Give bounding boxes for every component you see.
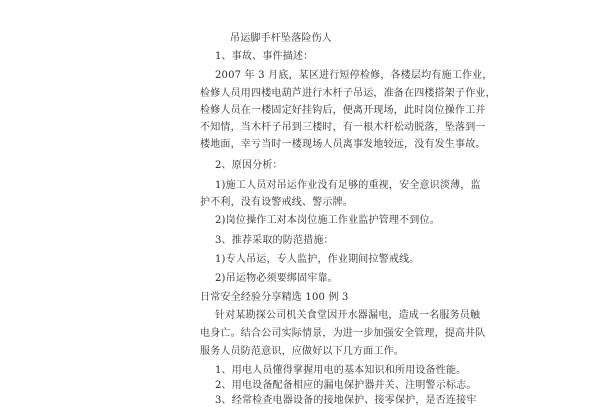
paragraph-line: 不知情，当木杆子吊到三楼时，有一根木杆松动脱落，坠落到一 [200,122,486,133]
section-heading-measures: 3、推荐采取的防范措施： [215,235,334,246]
document-title: 吊运脚手杆坠落险伤人 [230,33,332,44]
list-item-continuation: 护不利，没有设警戒线、警示牌。 [200,197,353,208]
paragraph-line: 电身亡。结合公司实际情景，为进一步加强安全管理，提高井队 [200,328,486,339]
list-item: 2)吊运物必须要绑固牢靠。 [215,273,338,284]
paragraph-line: 针对某勘探公司机关食堂因开水器漏电，造成一名服务员触 [215,310,481,321]
paragraph-line: 2007 年 3 月底，某区进行短停检修，各楼层均有施工作业， [215,70,493,81]
section-heading-cause: 2、原因分析： [215,160,283,171]
list-item: 2)岗位操作工对本岗位施工作业监护管理不到位。 [215,215,440,226]
list-item: 1)施工人员对吊运作业没有足够的重视，安全意识淡薄，监 [215,180,481,191]
article-title: 日常安全经验分享精选 100 例 3 [200,292,349,303]
list-item: 1、用电人员懂得掌握用电的基本知识和所用设备性能。 [215,365,467,376]
paragraph-line: 楼地面，幸亏当时一楼现场人员离事发地较远，没有发生事故。 [200,139,486,150]
list-item: 3、经常检查电器设备的接地保护、接零保护，是否连接牢 [215,395,477,406]
section-heading-incident: 1、事故、事件描述： [215,51,314,62]
list-item: 1)专人吊运，专人监护，作业期间拉警戒线。 [215,254,420,265]
paragraph-line: 服务人员防范意识，应做好以下几方面工作。 [200,346,404,357]
paragraph-line: 检修人员在一楼固定好挂钩后，便离开现场，此时岗位操作工并 [200,105,486,116]
list-item: 2、用电设备配备相应的漏电保护器并关、注明警示标志。 [215,380,477,391]
paragraph-line: 检修人员用四楼电葫芦进行木杆子吊运，准备在四楼搭架子作业， [200,88,496,99]
